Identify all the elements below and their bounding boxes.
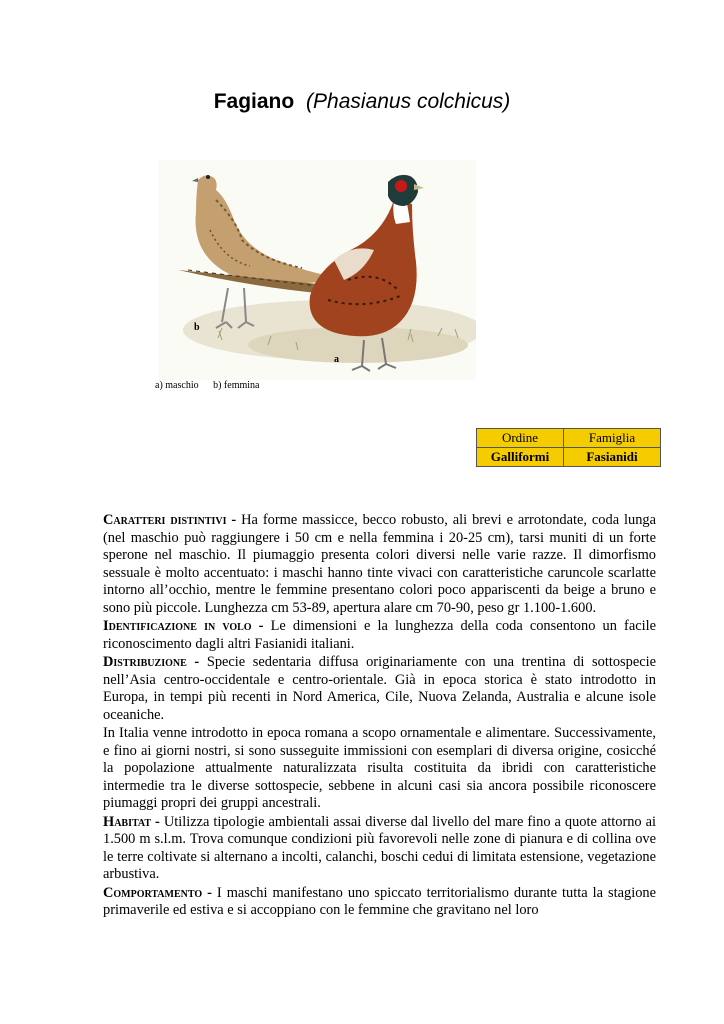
caption-male: a) maschio xyxy=(155,380,199,391)
description-body xyxy=(103,512,656,920)
section-text: I maschi manifestano uno spiccato territorialismo durante tutta la stagione primaverile ed estiva e si accoppiano con le femmine che gravitano nel loro xyxy=(103,884,656,918)
section-italia xyxy=(103,725,656,813)
section-heading: Identificazione in volo - xyxy=(103,618,271,634)
scientific-name: (Phasianus colchicus) xyxy=(306,90,511,113)
section-comportamento xyxy=(103,885,656,920)
section-text: Utilizza tipologie ambientali assai diverse dal livello del mare fino a quote attorno ai 1.500 m s.l.m. Trova comunque condizioni più favorevoli nelle zone di pianura e di collina ove le terre coltivate si alternano a incolti, calanchi, boschi cedui di limitata estensione, vegetazione arbustiva. xyxy=(103,813,657,882)
label-b: b xyxy=(194,322,200,333)
section-habitat xyxy=(103,814,656,884)
section-heading: Habitat - xyxy=(103,813,164,830)
taxonomy-table xyxy=(476,428,661,467)
section-distribuzione xyxy=(103,654,656,724)
section-heading: Comportamento - xyxy=(103,884,217,901)
section-caratteri xyxy=(103,512,656,617)
section-text: Ha forme massicce, becco robusto, ali brevi e arrotondate, coda lunga (nel maschio può raggiungere i 50 cm e nella femmina i 20-25 cm), tarsi muniti di un forte sperone nel maschio. Il piumaggio presenta colori diversi nelle varie razze. Il dimorfismo sessuale è molto accentuato: i maschi hanno tinte vivaci con caratteristiche caruncole scarlatte intorno all’occhio, mentre le femmine presentano colori poco appariscenti da beige a bruno e sono più piccole. Lunghezza cm 53-89, apertura alare cm 70-90, peso gr 1.100-1.600. xyxy=(103,512,656,616)
order-value: Galliformi xyxy=(477,448,564,467)
pheasant-illustration xyxy=(158,160,476,380)
label-a: a xyxy=(334,354,339,365)
caption-female: b) femmina xyxy=(213,380,260,391)
page-title xyxy=(0,90,724,114)
section-heading: Caratteri distintivi - xyxy=(103,512,242,528)
common-name: Fagiano xyxy=(213,90,295,113)
family-header: Famiglia xyxy=(564,429,661,448)
taxonomy-header-row xyxy=(477,429,661,448)
figure-caption xyxy=(155,380,259,391)
order-header: Ordine xyxy=(477,429,564,448)
taxonomy-value-row xyxy=(477,448,661,467)
section-heading: Distribuzione - xyxy=(103,654,207,670)
section-text: Le dimensioni e la lunghezza della coda consentono un facile riconoscimento dagli altri Fasianidi italiani. xyxy=(103,618,656,652)
family-value: Fasianidi xyxy=(564,448,661,467)
section-text: Specie sedentaria diffusa originariamente con una trentina di sottospecie nell’Asia centro-occidentale e centro-orientale. Già in epoca storica è stato introdotto in Europa, in tempi più recenti in Nord America, Cile, Nuova Zelanda, Australia e alcune isole oceaniche. xyxy=(103,654,656,723)
section-identificazione xyxy=(103,618,656,653)
section-text: In Italia venne introdotto in epoca romana a scopo ornamentale e alimentare. Successivamente, e fino ai giorni nostri, si sono susseguite immissioni con esemplari di diversa origine, cosicché la popolazione attualmente naturalizzata risulta costituita da ibridi con caratteristiche intermedie tra le diverse sottospecie, sebbene in alcuni casi sia ancora possibile riconoscere piumaggi propri dei gruppi ancestrali. xyxy=(103,725,656,811)
